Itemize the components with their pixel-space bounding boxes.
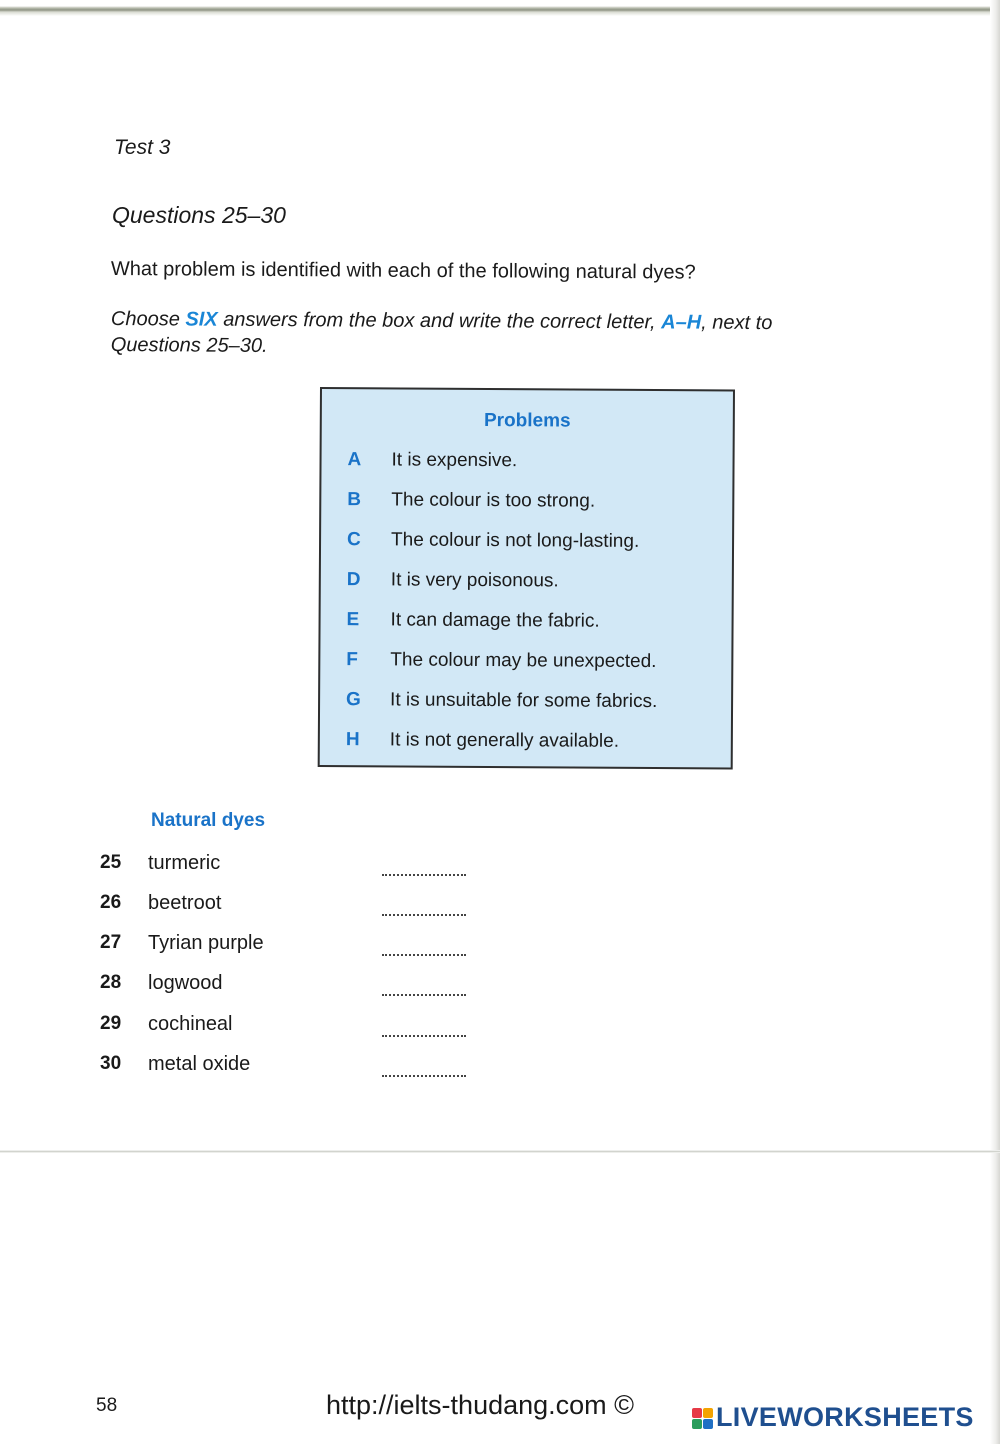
answer-blank[interactable] [382,978,466,996]
dye-name: turmeric [148,851,221,874]
instruction-part-3: , next to Questions 25–30. [110,311,773,357]
problem-letter: G [346,689,361,711]
page-divider [0,1150,1000,1153]
dye-name: beetroot [148,891,222,914]
answer-blank[interactable] [382,938,466,956]
dye-name: logwood [148,971,223,994]
instruction-part-2: answers from the box and write the correct letter, [217,308,662,334]
dye-name: Tyrian purple [148,931,264,954]
liveworksheets-logo [692,1402,974,1433]
instruction-range: A–H [661,311,702,334]
problem-text: It can damage the fabric. [390,609,600,632]
dye-name: metal oxide [148,1052,251,1075]
liveworksheets-logo-icon [692,1408,712,1428]
page-number: 58 [96,1395,118,1416]
problem-option-e [346,605,599,637]
problem-letter: F [346,649,359,671]
question-25-row [100,848,480,878]
question-number: 25 [100,852,122,873]
instruction-text [111,306,851,363]
question-27-row [100,928,480,958]
test-label: Test 3 [114,136,171,159]
answer-blank[interactable] [382,1019,466,1037]
problem-text: The colour is too strong. [391,489,596,512]
question-28-row [100,968,480,998]
scan-right-edge [990,0,1000,1444]
question-29-row [100,1009,480,1039]
problems-box [318,387,735,770]
logo-square [703,1419,713,1429]
answer-blank[interactable] [382,858,466,876]
question-prompt: What problem is identified with each of the following natural dyes? [110,258,696,284]
question-30-row [100,1049,480,1079]
question-number: 29 [100,1013,122,1034]
problem-text: The colour may be unexpected. [390,649,657,673]
problem-text: The colour is not long-lasting. [391,529,640,552]
logo-square [692,1408,702,1418]
problem-option-b [347,485,595,517]
question-number: 30 [100,1053,122,1074]
dye-name: cochineal [148,1012,233,1035]
problem-letter: D [346,569,361,591]
problem-option-f [346,645,656,677]
instruction-count: SIX [185,308,218,331]
question-number: 28 [100,972,122,993]
problem-option-d [347,565,559,596]
problem-text: It is expensive. [391,449,518,472]
footer-url: http://ielts-thudang.com © [326,1390,635,1420]
logo-square [692,1419,702,1429]
answer-blank[interactable] [382,898,466,916]
problem-letter: C [347,529,361,551]
problem-option-c [347,525,639,557]
scan-top-edge [0,0,1000,16]
problem-letter: B [347,489,362,511]
problem-option-h [346,725,619,757]
liveworksheets-logo-text: LIVEWORKSHEETS [716,1402,974,1432]
question-number: 26 [100,892,122,913]
problem-letter: A [347,449,362,471]
problems-title: Problems [483,410,571,432]
logo-square [703,1408,713,1418]
problem-text: It is not generally available. [389,729,620,752]
problem-letter: H [345,729,360,751]
questions-title: Questions 25–30 [112,202,286,228]
problem-option-a [347,445,517,476]
natural-dyes-heading: Natural dyes [151,810,266,831]
answer-blank[interactable] [382,1059,466,1077]
problem-text: It is unsuitable for some fabrics. [390,689,658,713]
instruction-part-1: Choose [110,307,186,331]
problem-letter: E [346,609,360,631]
question-26-row [100,888,480,918]
problem-text: It is very poisonous. [390,569,559,592]
problem-option-g [346,685,657,717]
question-number: 27 [100,932,122,953]
